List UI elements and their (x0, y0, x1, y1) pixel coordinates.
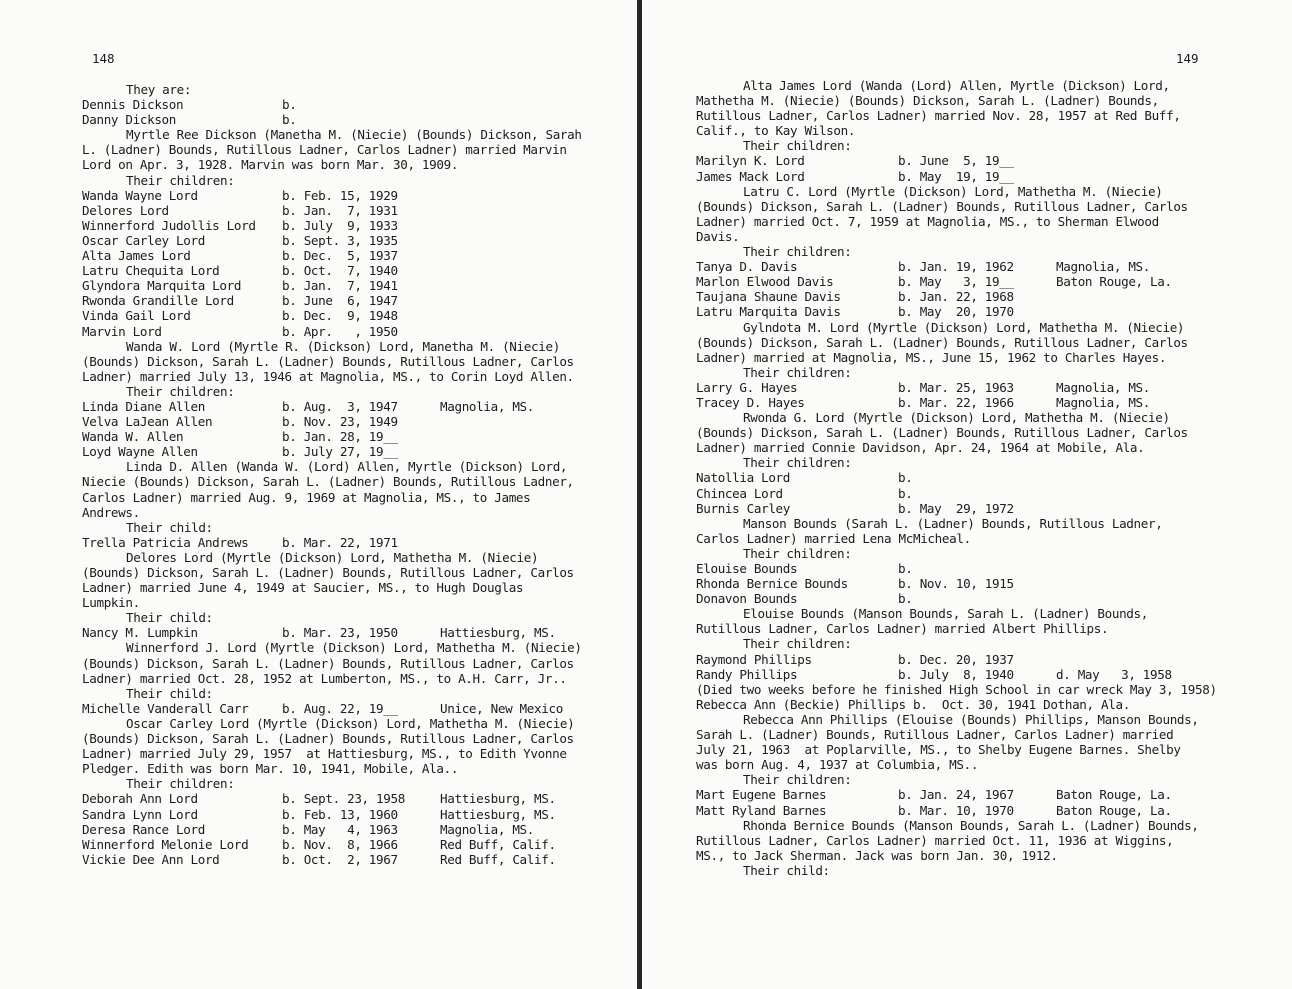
paragraph-line: Sarah L. (Ladner) Bounds, Rutillous Ladner, Carlos Ladner) married (696, 727, 1174, 743)
genealogy-entry (82, 807, 582, 822)
paragraph-line-indented: Their children: (126, 172, 235, 188)
entry-birth: b. Nov. 10, 1915 (898, 576, 1014, 592)
paragraph-line: Mathetha M. (Niecie) (Bounds) Dickson, Sarah L. (Ladner) Bounds, (696, 93, 1159, 109)
entry-place: Baton Rouge, La. (1056, 787, 1172, 803)
entry-name: Alta James Lord (82, 248, 191, 264)
entry-name: Donavon Bounds (696, 591, 798, 607)
paragraph-line-indented: Their children: (126, 776, 235, 792)
entry-birth: b. July 8, 1940 (898, 666, 1014, 682)
paragraph-line: Ladner) married June 4, 1949 at Saucier, MS., to Hugh Douglas (82, 580, 524, 596)
paragraph-line-indented: Manson Bounds (Sarah L. (Ladner) Bounds, Rutillous Ladner, (743, 515, 1163, 531)
genealogy-entry (696, 274, 1217, 289)
paragraph-line: MS., to Jack Sherman. Jack was born Jan. 30, 1912. (696, 847, 1058, 863)
genealogy-entry (696, 395, 1217, 410)
right-page-text (696, 78, 1217, 878)
genealogy-entry (82, 414, 582, 429)
paragraph-line-indented: Delores Lord (Myrtle (Dickson) Lord, Mathetha M. (Niecie) (126, 549, 539, 565)
entry-name: Winnerford Judollis Lord (82, 217, 256, 233)
entry-birth: b. Feb. 15, 1929 (282, 187, 398, 203)
entry-birth: b. Dec. 20, 1937 (898, 651, 1014, 667)
entry-birth: b. Apr. , 1950 (282, 323, 398, 339)
genealogy-entry (82, 188, 582, 203)
genealogy-entry (82, 429, 582, 444)
entry-name: Elouise Bounds (696, 561, 798, 576)
entry-name: Burnis Carley (696, 500, 791, 516)
entry-name: Chincea Lord (696, 485, 783, 501)
paragraph-line: (Died two weeks before he finished High School in car wreck May 3, 1958) (696, 681, 1217, 697)
genealogy-entry (696, 289, 1217, 304)
entry-birth: b. Sept. 23, 1958 (282, 791, 405, 807)
paragraph-line: L. (Ladner) Bounds, Rutillous Ladner, Carlos Ladner) married Marvin (82, 142, 567, 158)
entry-name: Linda Diane Allen (82, 398, 205, 414)
entry-birth: b. (898, 485, 913, 501)
genealogy-entry (696, 501, 1217, 516)
entry-birth: b. Aug. 22, 19__ (282, 700, 398, 716)
entry-name: Loyd Wayne Allen (82, 444, 198, 460)
entry-birth: b. Mar. 22, 1971 (282, 534, 398, 550)
entry-birth: b. Oct. 7, 1940 (282, 263, 398, 279)
entry-name: Oscar Carley Lord (82, 232, 205, 248)
entry-birth: b. Jan. 19, 1962 (898, 259, 1014, 275)
paragraph-line: (Bounds) Dickson, Sarah L. (Ladner) Bounds, Rutillous Ladner, Carlos (696, 198, 1188, 214)
genealogy-entry (696, 667, 1217, 682)
genealogy-entry (82, 112, 582, 127)
entry-place: Magnolia, MS. (1056, 259, 1151, 275)
entry-place: Hattiesburg, MS. (440, 625, 556, 641)
entry-birth: b. Mar. 25, 1963 (898, 379, 1014, 395)
paragraph-line-indented: Their children: (743, 138, 852, 154)
genealogy-entry (696, 169, 1217, 184)
paragraph-line: (Bounds) Dickson, Sarah L. (Ladner) Bounds, Rutillous Ladner, Carlos (82, 731, 574, 747)
entry-birth: b. May 29, 1972 (898, 500, 1014, 516)
entry-place: Hattiesburg, MS. (440, 791, 556, 807)
paragraph-line: (Bounds) Dickson, Sarah L. (Ladner) Bounds, Rutillous Ladner, Carlos (696, 425, 1188, 441)
paragraph-line: (Bounds) Dickson, Sarah L. (Ladner) Bounds, Rutillous Ladner, Carlos (696, 334, 1188, 350)
genealogy-entry (82, 293, 582, 308)
genealogy-entry (696, 153, 1217, 168)
entry-birth: b. (898, 591, 913, 607)
genealogy-entry (696, 304, 1217, 319)
entry-name: Velva LaJean Allen (82, 414, 213, 430)
entry-birth: b. (282, 97, 297, 113)
entry-birth: b. Dec. 5, 1937 (282, 248, 398, 264)
entry-name: Nancy M. Lumpkin (82, 625, 198, 641)
entry-birth: b. Jan. 7, 1941 (282, 278, 398, 294)
entry-name: Wanda W. Allen (82, 429, 184, 445)
paragraph-line-indented: Their children: (126, 383, 235, 399)
entry-birth: b. Sept. 3, 1935 (282, 232, 398, 248)
genealogy-entry (82, 535, 582, 550)
entry-name: James Mack Lord (696, 168, 805, 184)
genealogy-entry (82, 625, 582, 640)
paragraph-line: July 21, 1963 at Poplarville, MS., to Shelby Eugene Barnes. Shelby (696, 742, 1181, 758)
entry-place: Hattiesburg, MS. (440, 806, 556, 822)
paragraph-line: Carlos Ladner) married Lena McMicheal. (696, 530, 971, 546)
entry-place: Magnolia, MS. (440, 821, 535, 837)
paragraph-line: Pledger. Edith was born Mar. 10, 1941, Mobile, Ala.. (82, 761, 459, 777)
genealogy-entry (82, 444, 582, 459)
paragraph-line-indented: Their children: (743, 244, 852, 260)
paragraph-line-indented: Gylndota M. Lord (Myrtle (Dickson) Lord, Mathetha M. (Niecie) (743, 319, 1185, 335)
entry-name: Trella Patricia Andrews (82, 534, 249, 550)
paragraph-line-indented: Their children: (743, 364, 852, 380)
genealogy-entry (696, 561, 1217, 576)
entry-birth: b. Jan. 22, 1968 (898, 289, 1014, 305)
paragraph-line: Lord on Apr. 3, 1928. Marvin was born Mar. 30, 1909. (82, 157, 459, 173)
entry-birth: b. Nov. 23, 1949 (282, 414, 398, 430)
entry-place: Red Buff, Calif. (440, 836, 556, 852)
paragraph-line: Andrews. (82, 504, 140, 520)
entry-place: Unice, New Mexico (440, 700, 563, 716)
genealogy-entry (82, 399, 582, 414)
paragraph-line-indented: Their child: (743, 862, 830, 878)
genealogy-entry (82, 278, 582, 293)
entry-name: Tanya D. Davis (696, 259, 798, 275)
right-page (642, 0, 1292, 989)
entry-name: Latru Marquita Davis (696, 304, 841, 320)
entry-place: Magnolia, MS. (1056, 379, 1151, 395)
paragraph-line-indented: Rhonda Bernice Bounds (Manson Bounds, Sarah L. (Ladner) Bounds, (743, 817, 1199, 833)
entry-birth: b. (282, 112, 297, 128)
paragraph-line: Ladner) married Connie Davidson, Apr. 24, 1964 at Mobile, Ala. (696, 440, 1145, 456)
entry-birth: b. July 9, 1933 (282, 217, 398, 233)
entry-birth: b. Dec. 9, 1948 (282, 308, 398, 324)
entry-birth: b. June 5, 19__ (898, 153, 1014, 169)
entry-name: Glyndora Marquita Lord (82, 278, 242, 294)
entry-name: Wanda Wayne Lord (82, 187, 198, 203)
entry-birth: b. Mar. 22, 1966 (898, 394, 1014, 410)
entry-name: Deresa Rance Lord (82, 821, 205, 837)
genealogy-entry (82, 97, 582, 112)
genealogy-entry (696, 486, 1217, 501)
entry-name: Natollia Lord (696, 470, 791, 486)
genealogy-entry (82, 263, 582, 278)
paragraph-line: Rutillous Ladner, Carlos Ladner) married Albert Phillips. (696, 621, 1109, 637)
paragraph-line: Ladner) married at Magnolia, MS., June 15, 1962 to Charles Hayes. (696, 349, 1167, 365)
genealogy-entry (696, 576, 1217, 591)
genealogy-entry (82, 203, 582, 218)
paragraph-line: Ladner) married July 29, 1957 at Hattiesburg, MS., to Edith Yvonne (82, 746, 567, 762)
entry-name: Delores Lord (82, 202, 169, 218)
paragraph-line-indented: Linda D. Allen (Wanda W. (Lord) Allen, Myrtle (Dickson) Lord, (126, 459, 568, 475)
paragraph-line-indented: Their child: (126, 610, 213, 626)
entry-name: Winnerford Melonie Lord (82, 836, 249, 852)
entry-name: Vickie Dee Ann Lord (82, 851, 220, 867)
paragraph-line: was born Aug. 4, 1937 at Columbia, MS.. (696, 757, 979, 773)
entry-birth: b. May 19, 19__ (898, 168, 1014, 184)
entry-name: Rwonda Grandille Lord (82, 293, 234, 309)
paragraph-line-indented: Their children: (743, 455, 852, 471)
paragraph-line: Niecie (Bounds) Dickson, Sarah L. (Ladner) Bounds, Rutillous Ladner, (82, 474, 574, 490)
entry-name: Vinda Gail Lord (82, 308, 191, 324)
page-number: 149 (1176, 51, 1199, 66)
genealogy-entry (696, 380, 1217, 395)
entry-birth: b. May 4, 1963 (282, 821, 398, 837)
entry-birth: b. Mar. 23, 1950 (282, 625, 398, 641)
entry-birth: b. (898, 561, 913, 576)
genealogy-entry (82, 308, 582, 323)
entry-birth: b. (898, 470, 913, 486)
genealogy-entry (82, 233, 582, 248)
paragraph-line: Carlos Ladner) married Aug. 9, 1969 at Magnolia, MS., to James (82, 489, 531, 505)
genealogy-entry (82, 324, 582, 339)
entry-name: Mart Eugene Barnes (696, 787, 827, 803)
entry-name: Larry G. Hayes (696, 379, 798, 395)
entry-birth: b. Nov. 8, 1966 (282, 836, 398, 852)
paragraph-line-indented: They are: (126, 82, 192, 97)
genealogy-entry (696, 591, 1217, 606)
page-number: 148 (92, 51, 115, 66)
paragraph-line: Lumpkin. (82, 595, 140, 611)
paragraph-line: Rutillous Ladner, Carlos Ladner) married Oct. 11, 1936 at Wiggins, (696, 832, 1174, 848)
paragraph-line-indented: Their child: (126, 685, 213, 701)
entry-name: Marlon Elwood Davis (696, 274, 834, 290)
entry-birth: b. May 3, 19__ (898, 274, 1014, 290)
paragraph-line-indented: Elouise Bounds (Manson Bounds, Sarah L. (Ladner) Bounds, (743, 606, 1148, 622)
entry-place: d. May 3, 1958 (1056, 666, 1172, 682)
genealogy-entry (696, 787, 1217, 802)
entry-place: Red Buff, Calif. (440, 851, 556, 867)
paragraph-line: Calif., to Kay Wilson. (696, 123, 856, 139)
paragraph-line-indented: Their children: (743, 772, 852, 788)
paragraph-line: Davis. (696, 228, 740, 244)
paragraph-line-indented: Rebecca Ann Phillips (Elouise (Bounds) Phillips, Manson Bounds, (743, 711, 1199, 727)
entry-birth: b. Mar. 10, 1970 (898, 802, 1014, 818)
entry-birth: b. Feb. 13, 1960 (282, 806, 398, 822)
entry-place: Baton Rouge, La. (1056, 802, 1172, 818)
entry-place: Magnolia, MS. (1056, 394, 1151, 410)
entry-name: Deborah Ann Lord (82, 791, 198, 807)
paragraph-line-indented: Their child: (126, 519, 213, 535)
paragraph-line-indented: Myrtle Ree Dickson (Manetha M. (Niecie) (Bounds) Dickson, Sarah (126, 127, 582, 143)
entry-name: Sandra Lynn Lord (82, 806, 198, 822)
genealogy-entry (82, 852, 582, 867)
paragraph-line-indented: Wanda W. Lord (Myrtle R. (Dickson) Lord, Manetha M. (Niecie) (126, 338, 560, 354)
paragraph-line: (Bounds) Dickson, Sarah L. (Ladner) Bounds, Rutillous Ladner, Carlos (82, 565, 574, 580)
entry-birth: b. Jan. 24, 1967 (898, 787, 1014, 803)
entry-birth: b. July 27, 19__ (282, 444, 398, 460)
genealogy-entry (82, 791, 582, 806)
genealogy-entry (82, 701, 582, 716)
entry-name: Tracey D. Hayes (696, 394, 805, 410)
left-page (0, 0, 637, 989)
paragraph-line: (Bounds) Dickson, Sarah L. (Ladner) Bounds, Rutillous Ladner, Carlos (82, 353, 574, 369)
entry-place: Baton Rouge, La. (1056, 274, 1172, 290)
entry-birth: b. June 6, 1947 (282, 293, 398, 309)
entry-name: Latru Chequita Lord (82, 263, 220, 279)
entry-birth: b. May 20, 1970 (898, 304, 1014, 320)
genealogy-entry (696, 652, 1217, 667)
entry-name: Raymond Phillips (696, 651, 812, 667)
entry-name: Danny Dickson (82, 112, 177, 128)
genealogy-entry (696, 259, 1217, 274)
entry-birth: b. Aug. 3, 1947 (282, 398, 398, 414)
entry-name: Rhonda Bernice Bounds (696, 576, 848, 592)
genealogy-entry (82, 837, 582, 852)
entry-name: Matt Ryland Barnes (696, 802, 827, 818)
paragraph-line: Rebecca Ann (Beckie) Phillips b. Oct. 30, 1941 Dothan, Ala. (696, 696, 1130, 712)
entry-birth: b. Jan. 28, 19__ (282, 429, 398, 445)
paragraph-line: Ladner) married July 13, 1946 at Magnolia, MS., to Corin Loyd Allen. (82, 368, 574, 384)
genealogy-entry (696, 470, 1217, 485)
entry-name: Dennis Dickson (82, 97, 184, 113)
paragraph-line: Ladner) married Oct. 28, 1952 at Lumberton, MS., to A.H. Carr, Jr.. (82, 670, 567, 686)
paragraph-line-indented: Rwonda G. Lord (Myrtle (Dickson) Lord, Mathetha M. (Niecie) (743, 410, 1170, 426)
paragraph-line-indented: Their children: (743, 545, 852, 561)
genealogy-entry (82, 218, 582, 233)
entry-name: Randy Phillips (696, 666, 798, 682)
left-page-text (82, 82, 582, 867)
genealogy-entry (82, 822, 582, 837)
entry-place: Magnolia, MS. (440, 398, 535, 414)
paragraph-line: Ladner) married Oct. 7, 1959 at Magnolia, MS., to Sherman Elwood (696, 213, 1159, 229)
entry-name: Marvin Lord (82, 323, 162, 339)
paragraph-line-indented: Oscar Carley Lord (Myrtle (Dickson) Lord, Mathetha M. (Niecie) (126, 715, 575, 731)
entry-birth: b. Jan. 7, 1931 (282, 202, 398, 218)
entry-name: Taujana Shaune Davis (696, 289, 841, 305)
paragraph-line: (Bounds) Dickson, Sarah L. (Ladner) Bounds, Rutillous Ladner, Carlos (82, 655, 574, 671)
entry-birth: b. Oct. 2, 1967 (282, 851, 398, 867)
paragraph-line-indented: Their children: (743, 636, 852, 652)
paragraph-line-indented: Winnerford J. Lord (Myrtle (Dickson) Lord, Mathetha M. (Niecie) (126, 640, 582, 656)
paragraph-line-indented: Alta James Lord (Wanda (Lord) Allen, Myrtle (Dickson) Lord, (743, 78, 1170, 93)
entry-name: Marilyn K. Lord (696, 153, 805, 169)
genealogy-entry (82, 248, 582, 263)
paragraph-line: Rutillous Ladner, Carlos Ladner) married Nov. 28, 1957 at Red Buff, (696, 108, 1181, 124)
entry-name: Michelle Vanderall Carr (82, 700, 249, 716)
genealogy-entry (696, 803, 1217, 818)
paragraph-line-indented: Latru C. Lord (Myrtle (Dickson) Lord, Mathetha M. (Niecie) (743, 183, 1163, 199)
